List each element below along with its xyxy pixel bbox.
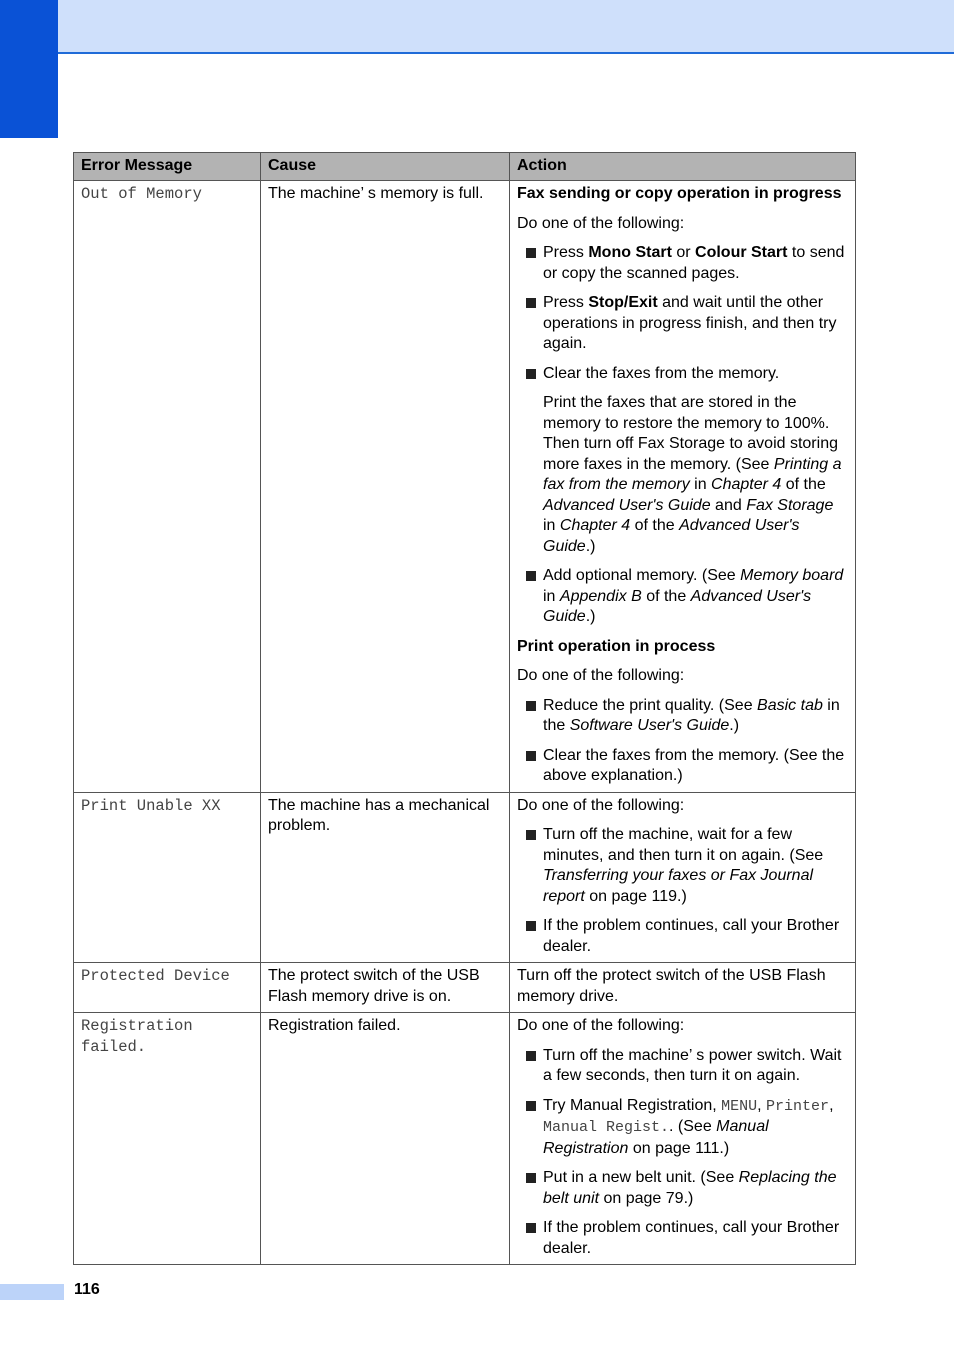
- list-item: Press Stop/Exit and wait until the other operations in progress finish, and then try again.: [517, 293, 848, 355]
- action-list: [517, 1046, 848, 1260]
- table-row: [74, 1013, 856, 1265]
- cause-cell: The protect switch of the USB Flash memory drive is on.: [261, 963, 510, 1013]
- list-item: Clear the faxes from the memory. Print the faxes that are stored in the memory to restore the memory to 100%. Then turn off Fax Storage to avoid storing more faxes in the memory. (See Printing a fax from the memory in Chapter 4 of the Advanced User's Guide and Fax Storage in Chapter 4 of the Advanced User's Guide.): [517, 364, 848, 558]
- header-band: [58, 0, 954, 54]
- page-number: 116: [74, 1281, 100, 1298]
- error-message-cell: Print Unable XX: [74, 792, 261, 963]
- intro-text: Do one of the following:: [517, 796, 685, 814]
- header-cause: Cause: [261, 153, 510, 181]
- list-item: Reduce the print quality. (See Basic tab in the Software User's Guide.): [517, 696, 848, 737]
- action-list: [517, 696, 848, 787]
- footer-bar: [0, 1284, 64, 1300]
- cause-cell: Registration failed.: [261, 1013, 510, 1265]
- action-cell: [510, 181, 856, 793]
- section-title: Fax sending or copy operation in progress: [517, 185, 842, 202]
- section-title: Print operation in process: [517, 637, 716, 655]
- intro-text: Do one of the following:: [517, 1017, 685, 1034]
- list-item: Add optional memory. (See Memory board in Appendix B of the Advanced User's Guide.): [517, 566, 848, 628]
- list-item: If the problem continues, call your Brother dealer.: [517, 1218, 848, 1259]
- list-item: Put in a new belt unit. (See Replacing the belt unit on page 79.): [517, 1168, 848, 1209]
- list-item: Clear the faxes from the memory. (See the above explanation.): [517, 746, 848, 787]
- cause-cell: The machine has a mechanical problem.: [261, 792, 510, 963]
- table-row: [74, 792, 856, 963]
- action-cell: Turn off the protect switch of the USB Flash memory drive.: [510, 963, 856, 1013]
- action-list: [517, 243, 848, 628]
- action-list: [517, 825, 848, 957]
- header-error-message: Error Message: [74, 153, 261, 181]
- table-header-row: [74, 153, 856, 181]
- table-row: [74, 963, 856, 1013]
- error-message-cell: Registration failed.: [74, 1013, 261, 1265]
- list-item: Turn off the machine, wait for a few minutes, and then turn it on again. (See Transferring your faxes or Fax Journal report on page 119.): [517, 825, 848, 907]
- list-item: If the problem continues, call your Brother dealer.: [517, 916, 848, 957]
- intro-text: Do one of the following:: [517, 214, 685, 232]
- table-row: [74, 181, 856, 793]
- list-item: Try Manual Registration, MENU, Printer, Manual Regist.. (See Manual Registration on page 111.): [517, 1096, 848, 1160]
- error-message-cell: Out of Memory: [74, 181, 261, 793]
- cause-cell: The machine’ s memory is full.: [261, 181, 510, 793]
- list-item: Turn off the machine’ s power switch. Wait a few seconds, then turn it on again.: [517, 1046, 848, 1087]
- chapter-tab: [0, 0, 58, 138]
- list-item: Press Mono Start or Colour Start to send or copy the scanned pages.: [517, 243, 848, 284]
- action-cell: [510, 792, 856, 963]
- intro-text: Do one of the following:: [517, 667, 685, 684]
- error-message-cell: Protected Device: [74, 963, 261, 1013]
- header-action: Action: [510, 153, 856, 181]
- list-item-detail: Print the faxes that are stored in the memory to restore the memory to 100%. Then turn off Fax Storage to avoid storing more faxes in the memory. (See Printing a fax from the memory in Chapter 4 of the Advanced User's Guide and Fax Storage in Chapter 4 of the Advanced User's Guide.): [543, 394, 842, 555]
- error-table: [73, 152, 856, 1265]
- action-cell: [510, 1013, 856, 1265]
